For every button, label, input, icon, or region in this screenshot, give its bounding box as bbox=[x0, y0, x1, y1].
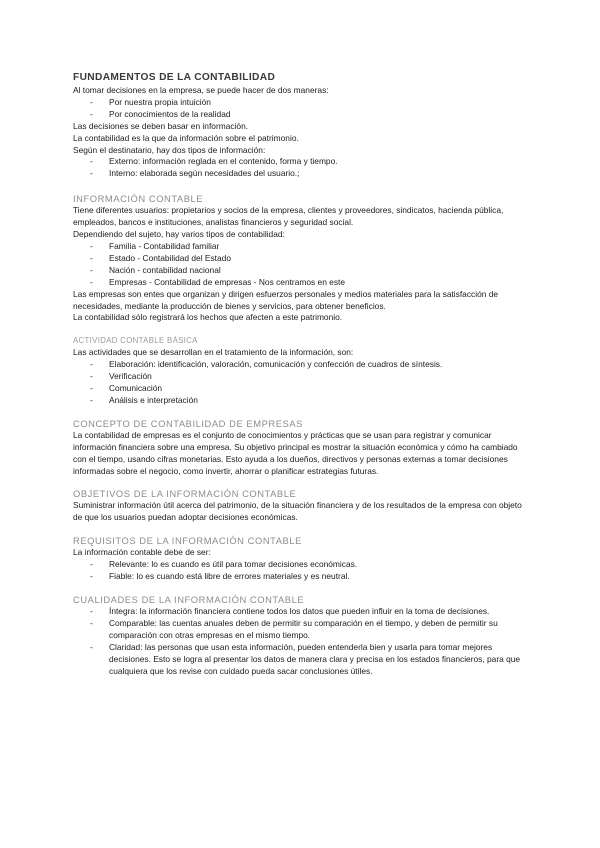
list-item: - Elaboración: identificación, valoración, comunicación y confección de cuadros de síntesis. bbox=[90, 359, 443, 370]
section-heading-actividad: ACTIVIDAD CONTABLE BÁSICA bbox=[73, 336, 198, 346]
list-item: - Claridad: las personas que usan esta información, pueden entenderla bien y usarla para tomar mejores decisiones. Esto se logra al presentar los datos de manera clara y precisa en los estados financieros, para que cualquiera que los revise con cuidado pueda sacar conclusiones útiles. bbox=[90, 641, 521, 676]
list-item: - Estado - Contabilidad del Estado bbox=[90, 252, 231, 263]
dash-bullet: - bbox=[90, 96, 93, 107]
dash-bullet: - bbox=[90, 371, 93, 382]
list-item: - Verificación bbox=[90, 371, 152, 382]
section-heading-cualidades: CUALIDADES DE LA INFORMACIÓN CONTABLE bbox=[73, 594, 305, 605]
dash-bullet: - bbox=[90, 264, 93, 275]
accounting-kinds-list bbox=[73, 241, 533, 289]
info-types-list bbox=[73, 156, 533, 180]
dash-bullet: - bbox=[90, 617, 93, 628]
dash-bullet: - bbox=[90, 359, 93, 370]
dash-bullet: - bbox=[90, 606, 93, 616]
list-item: - Íntegra: la información financiera contiene todos los datos que pueden influir en la toma de decisiones. bbox=[90, 606, 490, 616]
list-item: - Nación - contabilidad nacional bbox=[90, 264, 221, 275]
paragraph: La contabilidad sólo registrará los hechos que afecten a este patrimonio. bbox=[73, 312, 343, 323]
dash-bullet: - bbox=[90, 571, 93, 582]
activities-list bbox=[73, 359, 533, 407]
list-item: - Por nuestra propia intuición bbox=[90, 96, 211, 107]
dash-bullet: - bbox=[90, 276, 93, 287]
paragraph: Dependiendo del sujeto, hay varios tipos de contabilidad: bbox=[73, 229, 285, 240]
dash-bullet: - bbox=[90, 559, 93, 570]
paragraph: Las empresas son entes que organizan y dirigen esfuerzos personales y medios materiales para la satisfacción de necesidades, mediante la producción de bienes y servicios, para obtener beneficios. bbox=[73, 288, 499, 311]
list-item: - Comparable: las cuentas anuales deben de permitir su comparación en el tiempo, y deben de permitir su comparación con otras empresas en el mismo tiempo. bbox=[90, 617, 498, 640]
intro-line: La contabilidad es la que da información sobre el patrimonio. bbox=[73, 132, 299, 143]
page-title: FUNDAMENTOS DE LA CONTABILIDAD bbox=[73, 72, 276, 83]
list-item: - Familia - Contabilidad familiar bbox=[90, 240, 220, 251]
dash-bullet: - bbox=[90, 108, 93, 119]
paragraph: Suministrar información útil acerca del patrimonio, de la situación financiera y de los resultados de la empresa con objeto de que los usuarios puedan adoptar decisiones económicas. bbox=[73, 500, 522, 523]
dash-bullet: - bbox=[90, 168, 93, 179]
intro-line: Las decisiones se deben basar en información. bbox=[73, 120, 249, 131]
dash-bullet: - bbox=[90, 383, 93, 394]
list-item: - Empresas - Contabilidad de empresas - Nos centramos en este bbox=[90, 276, 346, 287]
dash-bullet: - bbox=[90, 240, 93, 251]
dash-bullet: - bbox=[90, 156, 93, 167]
list-item: - Relevante: lo es cuando es útil para tomar decisiones económicas. bbox=[90, 559, 358, 570]
paragraph: La contabilidad de empresas es el conjunto de conocimientos y prácticas que se usan para registrar y comunicar información financiera sobre una empresa. Su objetivo principal es mostrar la situación económica y cómo ha cambiado con el tiempo, usando cifras monetarias. Esto ayuda a los dueños, directivos y personas externas a tomar decisiones informadas sobre el negocio, como invertir, ahorrar o planificar estrategias futuras. bbox=[73, 429, 518, 476]
section-heading-concepto: CONCEPTO DE CONTABILIDAD DE EMPRESAS bbox=[73, 417, 303, 429]
list-item: - Interno: elaborada según necesidades del usuario.; bbox=[90, 168, 300, 179]
list-item: - Externo: información reglada en el contenido, forma y tiempo. bbox=[90, 156, 338, 167]
paragraph: La información contable debe de ser: bbox=[73, 547, 211, 558]
dash-bullet: - bbox=[90, 641, 93, 652]
list-item: - Comunicación bbox=[90, 383, 163, 394]
document-body bbox=[73, 72, 533, 677]
paragraph: Tiene diferentes usuarios: propietarios y socios de la empresa, clientes y proveedores, sindicatos, hacienda pública, empleados, bancos e instituciones, analistas financieros y seguridad social. bbox=[73, 205, 504, 228]
section-heading-informacion-contable: INFORMACIÓN CONTABLE bbox=[73, 193, 204, 205]
intro-ways-list bbox=[73, 97, 533, 121]
list-item: - Fiable: lo es cuando está libre de errores materiales y es neutral. bbox=[90, 571, 350, 582]
dash-bullet: - bbox=[90, 252, 93, 263]
list-item: - Análisis e interpretación bbox=[90, 394, 198, 405]
intro-line: Según el destinatario, hay dos tipos de información: bbox=[73, 144, 266, 155]
section-heading-requisitos: REQUISITOS DE LA INFORMACIÓN CONTABLE bbox=[73, 535, 302, 547]
intro-lead: Al tomar decisiones en la empresa, se puede hacer de dos maneras: bbox=[73, 85, 329, 95]
list-item: - Por conocimientos de la realidad bbox=[90, 108, 231, 119]
qualities-list bbox=[73, 606, 533, 677]
paragraph: Las actividades que se desarrollan en el tratamiento de la información, son: bbox=[73, 347, 354, 358]
requirements-list bbox=[73, 559, 533, 583]
dash-bullet: - bbox=[90, 394, 93, 405]
section-heading-objetivos: OBJETIVOS DE LA INFORMACIÓN CONTABLE bbox=[73, 488, 297, 500]
